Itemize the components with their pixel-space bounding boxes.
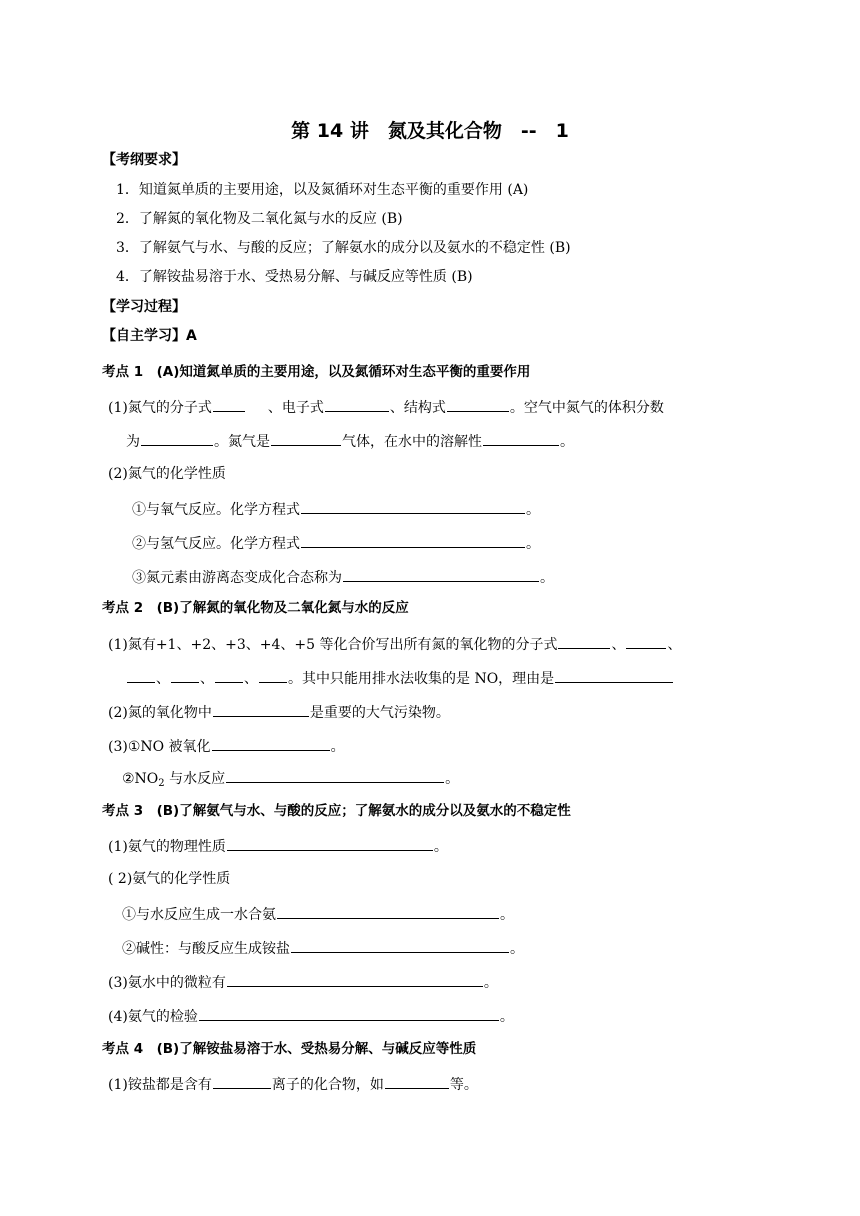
kp1-q2-1-label: ①与氧气反应。化学方程式 [132, 502, 300, 518]
period: 。 [510, 941, 524, 957]
answer-blank[interactable] [199, 1006, 499, 1021]
kp4-q1 [108, 1074, 478, 1094]
answer-blank[interactable] [626, 634, 666, 649]
kp1-q1-text-g: 气体，在水中的溶解性 [342, 434, 482, 450]
answer-blank[interactable] [558, 634, 610, 649]
period: 。 [526, 536, 540, 552]
kp2-q3-text-a: (3)①NO 被氧化 [108, 739, 211, 755]
answer-blank[interactable] [259, 668, 287, 683]
kp1-q2-2 [132, 533, 540, 553]
answer-blank[interactable] [215, 668, 243, 683]
kp2-q2-text-b: 是重要的大气污染物。 [309, 705, 450, 721]
period: 。 [445, 771, 460, 787]
kp3-heading: 考点 3 (B)了解氨气与水、与酸的反应；了解氨水的成分以及氨水的不稳定性 [102, 803, 571, 819]
answer-blank[interactable] [226, 768, 444, 783]
answer-blank[interactable] [212, 736, 330, 751]
kp2-heading: 考点 2 (B)了解氮的氧化物及二氧化氮与水的反应 [102, 600, 409, 616]
kp4-q1-text-a: (1)铵盐都是含有 [108, 1077, 212, 1093]
kp1-heading: 考点 1 (A)知道氮单质的主要用途，以及氮循环对生态平衡的重要作用 [102, 364, 531, 380]
kp4-q1-text-c: 等。 [449, 1077, 478, 1093]
outline-item-4: 4．了解铵盐易溶于水、受热易分解、与碱反应等性质 (B) [116, 269, 473, 285]
answer-blank[interactable] [227, 972, 483, 987]
kp3-q2-1-label: ①与水反应生成一水合氨 [122, 907, 276, 923]
kp2-q3-1 [108, 736, 345, 756]
kp2-q1-text-a: (1)氮有+1、+2、+3、+4、+5 等化合价写出所有氮的氧化物的分子式 [108, 637, 558, 653]
period: 。 [500, 907, 514, 923]
outline-item-2: 2．了解氮的氧化物及二氧化氮与水的反应 (B) [116, 211, 403, 227]
kp1-q2-3 [132, 567, 554, 587]
answer-blank[interactable] [301, 499, 525, 514]
answer-blank[interactable] [213, 397, 245, 412]
separator: 、 [244, 671, 258, 687]
kp2-q1-line2 [126, 668, 674, 688]
kp3-q2-2-label: ②碱性：与酸反应生成铵盐 [122, 941, 290, 957]
answer-blank[interactable] [141, 431, 213, 446]
kp1-q1-text-e: 为 [126, 434, 140, 450]
kp3-q2-2 [122, 938, 524, 958]
process-heading: 【学习过程】 [102, 299, 186, 315]
answer-blank[interactable] [483, 431, 559, 446]
separator: 、 [667, 637, 682, 653]
period: 。 [330, 739, 345, 755]
kp3-q1-label: (1)氨气的物理性质 [108, 839, 226, 855]
kp3-q4-label: (4)氨气的检验 [108, 1009, 198, 1025]
kp1-q2-2-label: ②与氢气反应。化学方程式 [132, 536, 300, 552]
separator: 、 [611, 637, 626, 653]
kp2-q1-text-b: 。其中只能用排水法收集的是 NO，理由是 [288, 671, 555, 687]
separator: 、 [156, 671, 170, 687]
answer-blank[interactable] [171, 668, 199, 683]
kp2-q3-text-b: ②NO [122, 771, 159, 787]
kp3-q3 [108, 972, 498, 992]
answer-blank[interactable] [301, 533, 525, 548]
kp1-q1-text-a: (1)氮气的分子式 [108, 400, 212, 416]
period: 。 [483, 975, 498, 991]
answer-blank[interactable] [555, 668, 673, 683]
answer-blank[interactable] [447, 397, 509, 412]
kp1-q1-text-c: 、结构式 [389, 400, 446, 416]
answer-blank[interactable] [127, 668, 155, 683]
answer-blank[interactable] [213, 702, 309, 717]
answer-blank[interactable] [277, 904, 499, 919]
answer-blank[interactable] [385, 1074, 449, 1089]
kp3-q2: ( 2)氨气的化学性质 [108, 871, 231, 887]
kp3-q2-1 [122, 904, 514, 924]
self-study-heading: 【自主学习】A [102, 328, 197, 344]
kp1-q1-line1 [108, 397, 664, 417]
answer-blank[interactable] [291, 938, 509, 953]
outline-heading: 【考纲要求】 [102, 152, 186, 168]
subscript: 2 [158, 778, 165, 789]
period: 。 [526, 502, 540, 518]
kp4-heading: 考点 4 (B)了解铵盐易溶于水、受热易分解、与碱反应等性质 [102, 1041, 477, 1057]
kp1-q2-3-label: ③氮元素由游离态变成化合态称为 [132, 570, 342, 586]
kp2-q3-text-b-post: 与水反应 [164, 771, 226, 787]
kp3-q1 [108, 836, 448, 856]
period: 。 [499, 1009, 514, 1025]
kp1-q1-text-f: 。氮气是 [214, 434, 270, 450]
kp2-q2 [108, 702, 450, 722]
kp1-q1-text-h: 。 [560, 434, 574, 450]
period: 。 [540, 570, 554, 586]
kp1-q2: (2)氮气的化学性质 [108, 466, 226, 482]
kp3-q3-label: (3)氨水中的微粒有 [108, 975, 226, 991]
page-title: 第 14 讲 氮及其化合物 -- 1 [291, 120, 569, 142]
answer-blank[interactable] [271, 431, 341, 446]
kp2-q2-text-a: (2)氮的氧化物中 [108, 705, 212, 721]
kp1-q1-line2 [126, 431, 574, 451]
kp1-q1-text-d: 。空气中氮气的体积分数 [509, 400, 664, 416]
answer-blank[interactable] [325, 397, 389, 412]
answer-blank[interactable] [213, 1074, 271, 1089]
outline-item-1: 1．知道氮单质的主要用途，以及氮循环对生态平衡的重要作用 (A) [116, 182, 529, 198]
kp1-q1-text-b: 、电子式 [267, 400, 324, 416]
period: 。 [433, 839, 448, 855]
kp2-q3-2 [122, 768, 459, 788]
kp2-q1-line1 [108, 634, 681, 654]
kp3-q4 [108, 1006, 514, 1026]
kp4-q1-text-b: 离子的化合物，如 [271, 1077, 384, 1093]
kp1-q2-1 [132, 499, 540, 519]
outline-item-3: 3．了解氨气与水、与酸的反应；了解氨水的成分以及氨水的不稳定性 (B) [116, 240, 571, 256]
answer-blank[interactable] [343, 567, 539, 582]
answer-blank[interactable] [227, 836, 433, 851]
separator: 、 [200, 671, 214, 687]
